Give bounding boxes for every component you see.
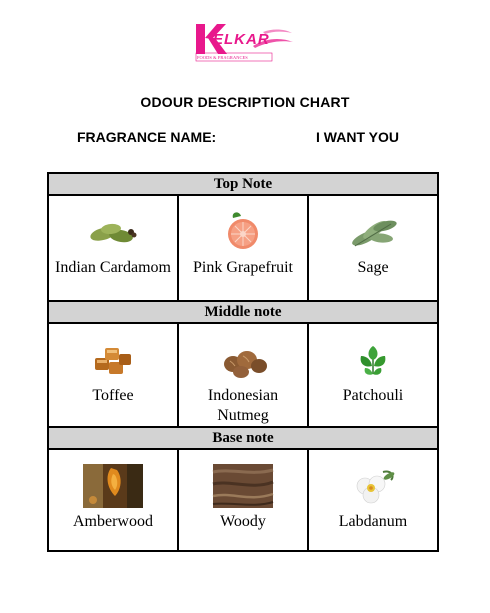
fragrance-name-label: FRAGRANCE NAME: xyxy=(77,129,217,145)
note-label: Patchouli xyxy=(342,387,404,404)
note-label: Woody xyxy=(220,513,266,530)
note-cell xyxy=(49,196,177,300)
logo-wordmark: ELKAR xyxy=(213,31,270,48)
note-cell xyxy=(49,450,177,550)
section-header-top-note: Top Note xyxy=(49,174,437,194)
notes-row-top xyxy=(49,196,437,300)
note-label: Pink Grapefruit xyxy=(193,259,293,276)
page-title: ODOUR DESCRIPTION CHART xyxy=(140,94,350,110)
note-cell xyxy=(179,196,307,300)
note-label: Labdanum xyxy=(338,513,408,530)
note-cell xyxy=(309,450,437,550)
nutmeg-icon xyxy=(211,336,275,384)
note-cell xyxy=(49,324,177,426)
note-cell xyxy=(179,450,307,550)
logo-tagline: FOODS & FRAGRANCES xyxy=(197,55,248,60)
note-cell xyxy=(309,324,437,426)
note-label: Amberwood xyxy=(73,513,153,530)
section-header-middle-note: Middle note xyxy=(49,302,437,322)
notes-row-base xyxy=(49,450,437,550)
woody-icon xyxy=(211,462,275,510)
fragrance-name-value: I WANT YOU xyxy=(316,129,399,145)
note-cell xyxy=(179,324,307,426)
note-label: Toffee xyxy=(92,387,134,404)
kelkar-logo xyxy=(193,20,297,66)
odour-chart-table xyxy=(47,172,439,552)
note-cell xyxy=(309,196,437,300)
amberwood-icon xyxy=(81,462,145,510)
note-label: Indian Cardamom xyxy=(55,259,171,276)
note-label: Sage xyxy=(357,259,389,276)
section-header-base-note: Base note xyxy=(49,428,437,448)
toffee-icon xyxy=(81,336,145,384)
grapefruit-icon xyxy=(211,208,275,256)
note-label: Indonesian Nutmeg xyxy=(207,387,279,424)
notes-row-middle xyxy=(49,324,437,426)
labdanum-icon xyxy=(341,462,405,510)
patchouli-icon xyxy=(341,336,405,384)
sage-icon xyxy=(341,208,405,256)
cardamom-icon xyxy=(81,208,145,256)
